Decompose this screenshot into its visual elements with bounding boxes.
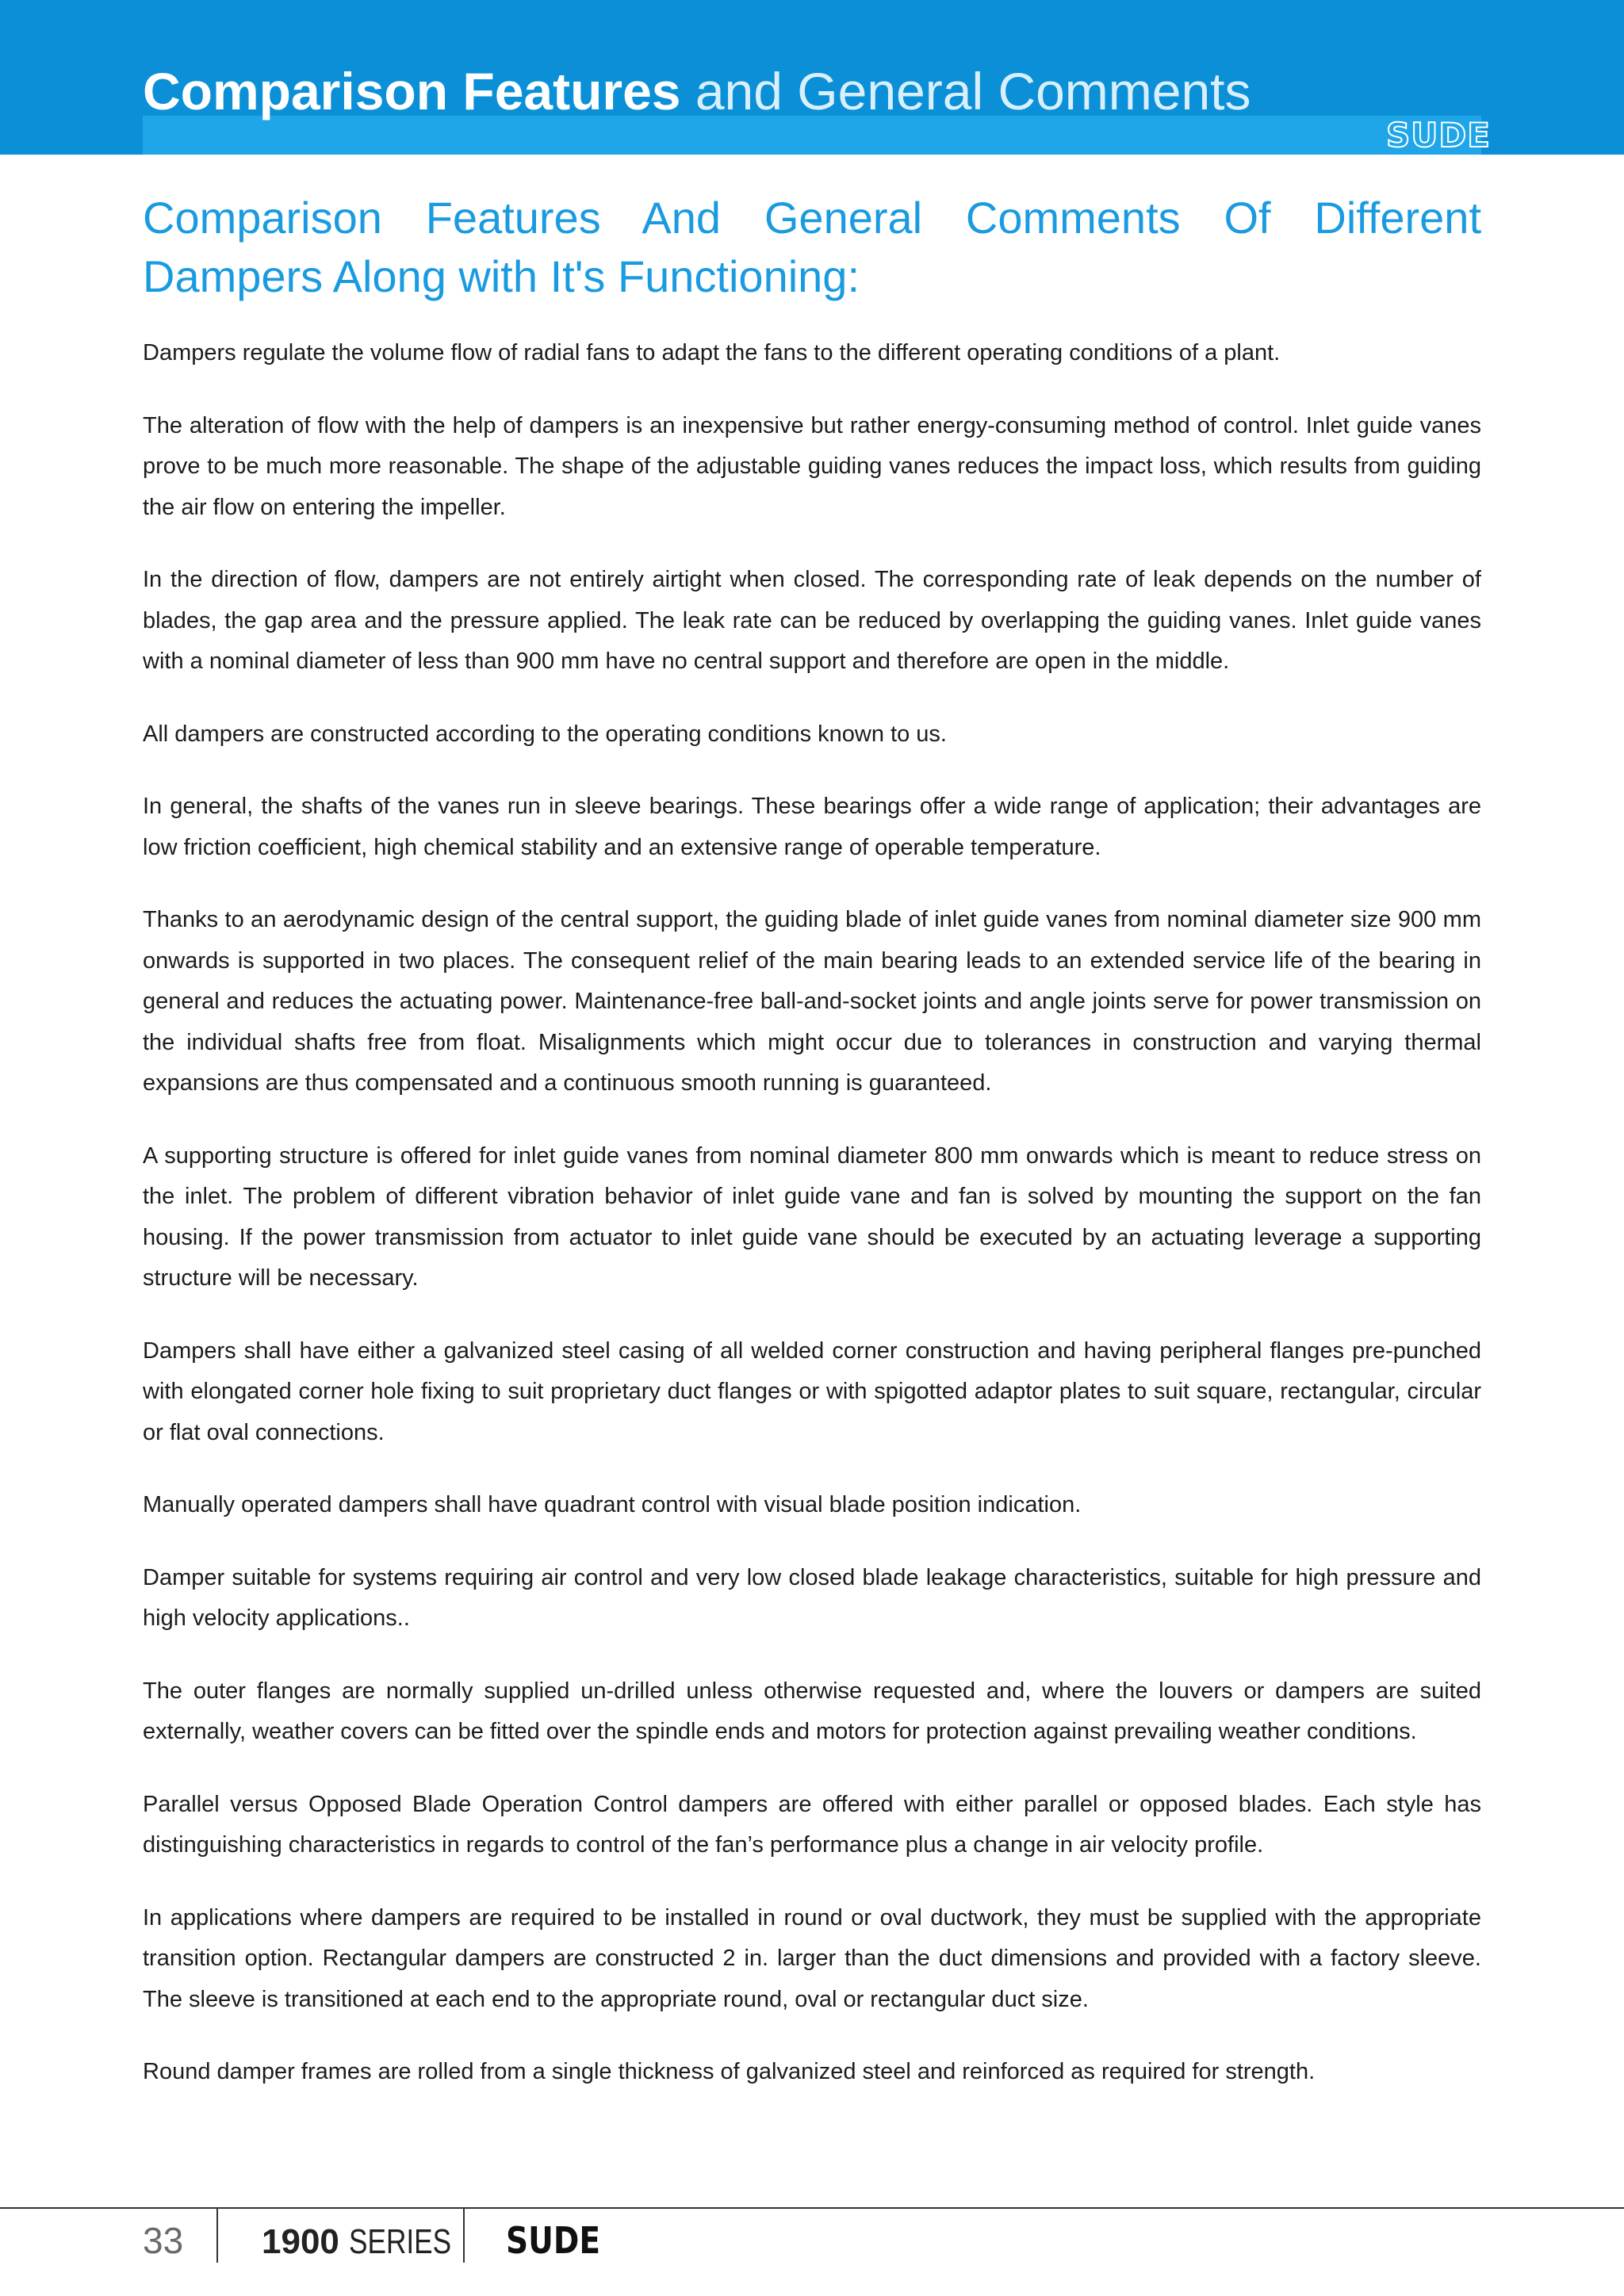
- paragraph: The outer flanges are normally supplied un-drilled unless otherwise requested and, where the louvers or dampers are suited externally, weather covers can be fitted over the spindle ends and motors for protection against prevailing weather conditions.: [143, 1678, 1481, 1744]
- series-number: 1900: [262, 2222, 339, 2261]
- page-heading: Comparison Features And General Comments Of Different Dampers Along with It's Functioning:: [143, 193, 1481, 301]
- paragraph: Damper suitable for systems requiring air control and very low closed blade leakage characteristics, suitable for high pressure and high velocity applications..: [143, 1564, 1481, 1631]
- header-brand-logo: SUDE: [1386, 116, 1491, 155]
- series-label: [262, 2218, 477, 2266]
- body-text: [143, 333, 1481, 2125]
- header-title-bold: Comparison Features: [143, 62, 681, 121]
- paragraph: Manually operated dampers shall have quadrant control with visual blade position indication.: [143, 1492, 1082, 1517]
- paragraph: In applications where dampers are required to be installed in round or oval ductwork, they must be supplied with the appropriate transition option. Rectangular dampers are constructed 2 in. larger than the duct dimensions and provided with a factory sleeve. The sleeve is transitioned at each end to the appropriate round, oval or rectangular duct size.: [143, 1904, 1481, 2012]
- paragraph: All dampers are constructed according to the operating conditions known to us.: [143, 721, 947, 747]
- paragraph: The alteration of flow with the help of dampers is an inexpensive but rather energy-consuming method of control. Inlet guide vanes prove to be much more reasonable. The shape of the adjustable guiding vanes reduces the impact loss, which results from guiding the air flow on entering the impeller.: [143, 412, 1481, 520]
- paragraph: Parallel versus Opposed Blade Operation Control dampers are offered with either parallel or opposed blades. Each style has distinguishing characteristics in regards to control of the fan’s performance plus a change in air velocity profile.: [143, 1791, 1481, 1858]
- paragraph: In general, the shafts of the vanes run in sleeve bearings. These bearings offer a wide range of application; their advantages are low friction coefficient, high chemical stability and an extensive range of operable temperature.: [143, 794, 1481, 860]
- page-number: 33: [143, 2220, 184, 2261]
- paragraph: Dampers shall have either a galvanized steel casing of all welded corner construction and having peripheral flanges pre-punched with elongated corner hole fixing to suit proprietary duct flanges or with spigotted adaptor plates to suit square, rectangular, circular or flat oval connections.: [143, 1337, 1481, 1445]
- footer-brand-logo: SUDE: [506, 2219, 601, 2262]
- paragraph: Thanks to an aerodynamic design of the central support, the guiding blade of inlet guide vanes from nominal diameter size 900 mm onwards is supported in two places. The consequent relief of the main bearing leads to an extended service life of the bearing in general and reduces the actuating power. Maintenance-free ball-and-socket joints and angle joints serve for power transmission on the individual shafts free from float. Misalignments which might occur due to tolerances in construction and varying thermal expansions are thus compensated and a continuous smooth running is guaranteed.: [143, 907, 1481, 1096]
- header-title-light: and General Comments: [695, 62, 1251, 121]
- paragraph: Round damper frames are rolled from a single thickness of galvanized steel and reinforced as required for strength.: [143, 2059, 1316, 2084]
- footer-rule: [0, 2207, 1624, 2209]
- header-title: [143, 59, 1251, 124]
- paragraph: A supporting structure is offered for inlet guide vanes from nominal diameter 800 mm onwards which is meant to reduce stress on the inlet. The problem of different vibration behavior of inlet guide vane and fan is solved by mounting the support on the fan housing. If the power transmission from actuator to inlet guide vane should be executed by an actuating leverage a supporting structure will be necessary.: [143, 1142, 1481, 1291]
- paragraph: In the direction of flow, dampers are not entirely airtight when closed. The corresponding rate of leak depends on the number of blades, the gap area and the pressure applied. The leak rate can be reduced by overlapping the guiding vanes. Inlet guide vanes with a nominal diameter of less than 900 mm have no central support and therefore are open in the middle.: [143, 567, 1481, 674]
- series-word: SERIES: [349, 2222, 452, 2261]
- footer-divider: [216, 2209, 218, 2263]
- paragraph: Dampers regulate the volume flow of radial fans to adapt the fans to the different operating conditions of a plant.: [143, 340, 1281, 365]
